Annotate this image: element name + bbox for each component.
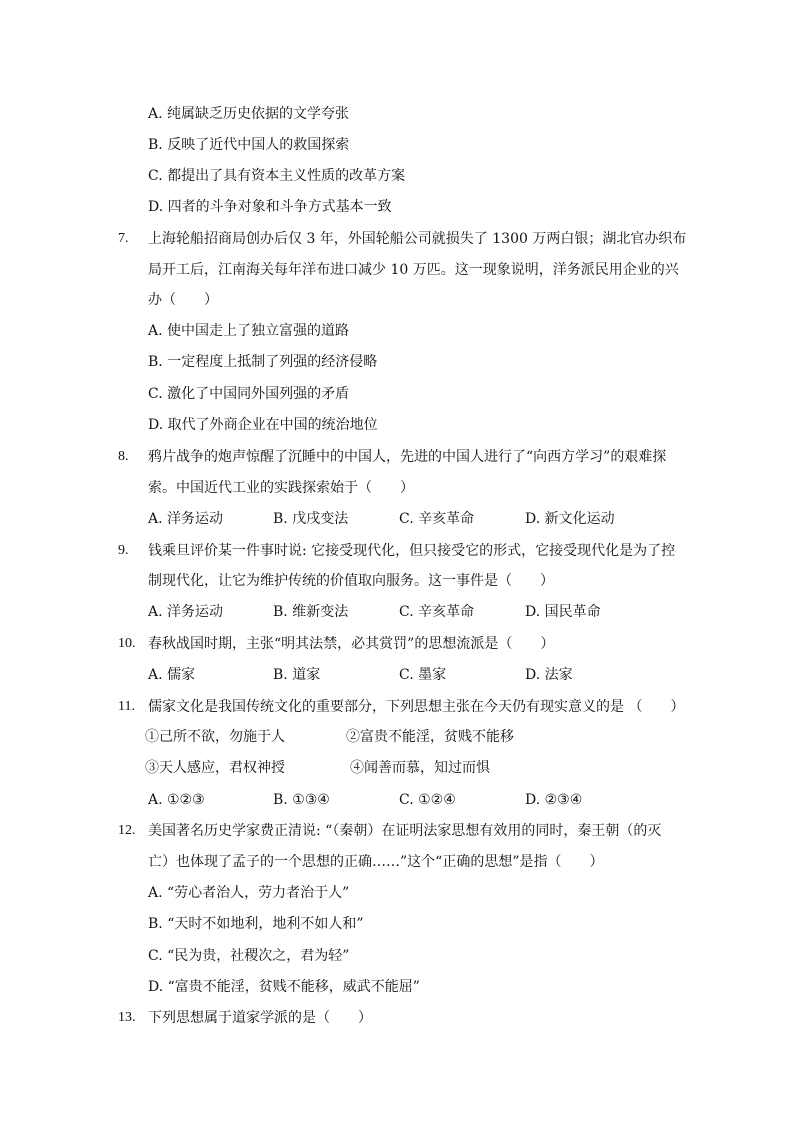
- question-10-option-d: D. 法家: [525, 667, 573, 683]
- question-10-number: 10.: [118, 636, 136, 651]
- question-10-option-c: C. 墨家: [399, 667, 447, 683]
- question-11-option-b: B. ①③④: [273, 792, 330, 808]
- question-13-number: 13.: [118, 1010, 136, 1025]
- question-9-option-a: A. 洋务运动: [148, 604, 224, 620]
- question-12-line-1: 美国著名历史学家费正清说: “（秦朝）在证明法家思想有效用的同时，秦王朝（的灭: [148, 823, 662, 839]
- question-7-line-2: 局开工后，江南海关每年洋布进口减少 10 万匹。这一现象说明，洋务派民用企业的兴: [148, 262, 679, 278]
- question-12-option-a: A. “劳心者治人，劳力者治于人”: [148, 885, 350, 901]
- question-9-option-d: D. 国民革命: [525, 604, 601, 620]
- prev-option-b: B. 反映了近代中国人的救国探索: [148, 137, 350, 153]
- question-8-option-b: B. 戊戌变法: [273, 511, 349, 527]
- question-10-option-b: B. 道家: [273, 667, 321, 683]
- question-11-option-a: A. ①②③: [148, 792, 205, 808]
- question-9-line-1: 钱乘旦评价某一件事时说: 它接受现代化，但只接受它的形式，它接受现代化是为了控: [148, 543, 676, 559]
- question-8-number: 8.: [118, 449, 129, 464]
- question-11-item-3: ③天人感应，君权神授: [145, 760, 285, 776]
- question-8-option-a: A. 洋务运动: [148, 511, 224, 527]
- prev-option-d: D. 四者的斗争对象和斗争方式基本一致: [148, 199, 392, 215]
- question-11-item-2: ②富贵不能淫，贫贱不能移: [346, 729, 514, 745]
- question-12-option-d: D. “富贵不能淫，贫贱不能移，威武不能屈”: [148, 979, 420, 995]
- question-12-option-c: C. “民为贵，社稷次之，君为轻”: [148, 948, 350, 964]
- question-12-option-b: B. “天时不如地利，地利不如人和”: [148, 916, 364, 932]
- question-9-option-b: B. 维新变法: [273, 604, 349, 620]
- question-8-option-c: C. 辛亥革命: [399, 511, 475, 527]
- question-11-line-1: 儒家文化是我国传统文化的重要部分，下列思想主张在今天仍有现实意义的是 （ ）: [148, 699, 685, 715]
- question-9-line-2: 制现代化，让它为维护传统的价值取向服务。这一事件是（ ）: [148, 573, 554, 589]
- question-11-option-d: D. ②③④: [525, 792, 583, 808]
- prev-option-c: C. 都提出了具有资本主义性质的改革方案: [148, 168, 406, 184]
- question-12-line-2: 亡）也体现了孟子的一个思想的正确……”这个“正确的思想”是指（ ）: [148, 854, 604, 870]
- question-11-number: 11.: [118, 699, 135, 714]
- question-11-option-c: C. ①②④: [399, 792, 456, 808]
- prev-option-a: A. 纯属缺乏历史依据的文学夸张: [148, 106, 350, 122]
- question-8-option-d: D. 新文化运动: [525, 511, 615, 527]
- question-8-line-2: 索。中国近代工业的实践探索始于（ ）: [148, 480, 414, 496]
- question-11-item-4: ④闻善而慕，知过而惧: [350, 760, 490, 776]
- question-9-number: 9.: [118, 543, 129, 558]
- question-10-line-1: 春秋战国时期，主张“明其法禁，必其赏罚”的思想流派是（ ）: [148, 636, 555, 652]
- question-7-option-a: A. 使中国走上了独立富强的道路: [148, 323, 350, 339]
- question-7-number: 7.: [118, 231, 129, 246]
- question-9-option-c: C. 辛亥革命: [399, 604, 475, 620]
- question-7-option-d: D. 取代了外商企业在中国的统治地位: [148, 417, 378, 433]
- question-10-option-a: A. 儒家: [148, 667, 196, 683]
- question-13-line-1: 下列思想属于道家学派的是（ ）: [148, 1010, 372, 1026]
- question-7-line-1: 上海轮船招商局创办后仅 3 年，外国轮船公司就损失了 1300 万两白银；湖北官办织布: [148, 231, 687, 247]
- question-7-option-c: C. 激化了中国同外国列强的矛盾: [148, 386, 350, 402]
- question-7-option-b: B. 一定程度上抵制了列强的经济侵略: [148, 354, 378, 370]
- question-8-line-1: 鸦片战争的炮声惊醒了沉睡中的中国人，先进的中国人进行了“向西方学习”的艰难探: [148, 449, 667, 465]
- question-7-line-3: 办（ ）: [148, 292, 218, 308]
- question-11-item-1: ①己所不欲，勿施于人: [145, 729, 285, 745]
- question-12-number: 12.: [118, 823, 136, 838]
